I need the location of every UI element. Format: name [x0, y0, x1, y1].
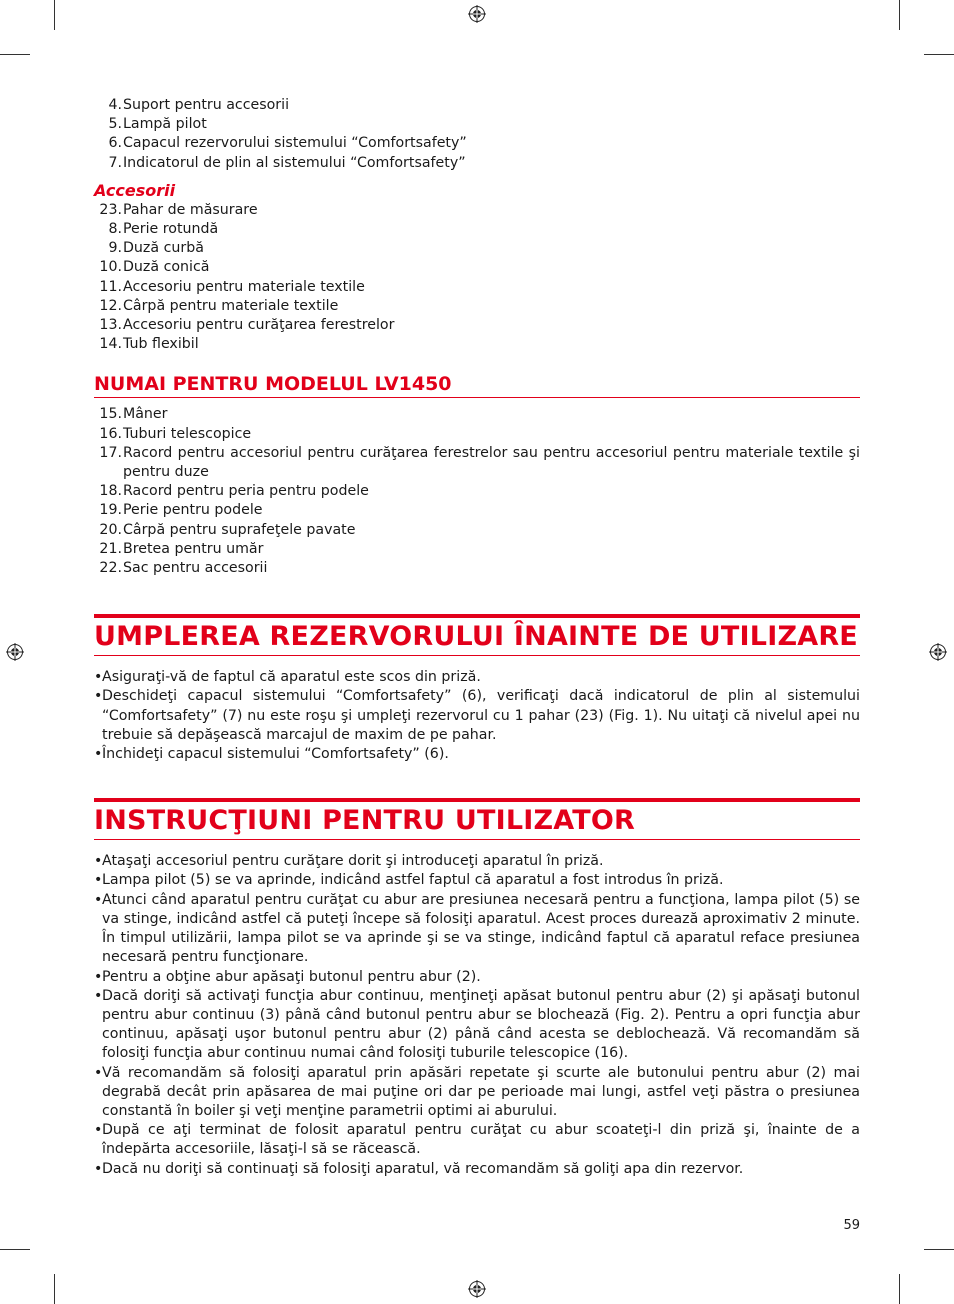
item-number: 17.: [99, 444, 122, 461]
item-text: Atunci când aparatul pentru curăţat cu abur are presiunea necesară pentru a funcţiona, lampa pilot (5) se va stinge, indicând astfel că puteţi începe să folosiţi aparatul. Acest proces durează aproximativ 2 minute. În timpul utilizării, lampa pilot se va aprinde şi se va stinge, indicând faptul că aparatul reface presiunea necesară pentru funcţionare.: [102, 891, 860, 966]
item-text: Pentru a obţine abur apăsaţi butonul pentru abur (2).: [102, 968, 481, 985]
bullet: •: [94, 746, 103, 763]
bullet: •: [94, 872, 103, 889]
item-text: Bretea pentru umăr: [123, 540, 264, 557]
list-item: [94, 521, 860, 540]
list-item: [94, 1160, 860, 1179]
list-item: [94, 559, 860, 578]
list-item: [94, 258, 860, 277]
list-item: [94, 482, 860, 501]
bullet: •: [94, 1122, 103, 1139]
item-text: Tub flexibil: [123, 336, 199, 353]
bullet: •: [94, 987, 103, 1004]
crop-mark: [0, 54, 30, 55]
list-item: [94, 1064, 860, 1122]
list-item: [94, 668, 860, 687]
accesorii-list: [94, 201, 860, 355]
list-item: [94, 687, 860, 745]
item-text: Lampă pilot: [123, 116, 207, 133]
list-item: [94, 297, 860, 316]
instructiuni-list: [94, 852, 860, 1178]
registration-mark-icon: [6, 643, 24, 661]
item-text: Perie pentru podele: [123, 502, 263, 519]
item-number: 19.: [99, 502, 122, 519]
list-item: [94, 220, 860, 239]
umplerea-list: [94, 668, 860, 764]
crop-mark: [899, 0, 900, 30]
crop-mark: [924, 1249, 954, 1250]
item-number: 14.: [99, 336, 122, 353]
bullet: •: [94, 669, 103, 686]
model-list: [94, 405, 860, 578]
item-text: Tuburi telescopice: [123, 425, 252, 442]
item-text: Duză conică: [123, 259, 210, 276]
list-item: [94, 444, 860, 482]
item-number: 13.: [99, 317, 122, 334]
item-number: 20.: [99, 521, 122, 538]
item-text: Racord pentru peria pentru podele: [123, 483, 369, 500]
list-item: [94, 968, 860, 987]
list-item: [94, 154, 860, 173]
crop-mark: [899, 1274, 900, 1304]
item-text: Ataşaţi accesoriul pentru curăţare dorit şi introduceţi aparatul în priză.: [102, 853, 604, 870]
crop-mark: [924, 54, 954, 55]
item-number: 6.: [108, 135, 122, 152]
item-text: Indicatorul de plin al sistemului “Comfortsafety”: [123, 154, 466, 171]
list-item: [94, 745, 860, 764]
crop-mark: [0, 1249, 30, 1250]
list-item: [94, 278, 860, 297]
list-item: [94, 425, 860, 444]
item-text: Vă recomandăm să folosiţi aparatul prin apăsări repetate şi scurte ale butonului pentru abur (2) mai degrabă decât prin apăsarea de mai puţine ori dar pe perioade mai lungi, astfel veţi păstra o presiunea constantă în boiler şi veţi menţine parametrii optimi ai aburului.: [102, 1064, 860, 1119]
list-item: [94, 115, 860, 134]
item-number: 10.: [99, 259, 122, 276]
item-number: 9.: [108, 240, 122, 257]
crop-mark: [54, 0, 55, 30]
parts-list: [94, 96, 860, 173]
item-text: Închideţi capacul sistemului “Comfortsafety” (6).: [102, 746, 449, 763]
item-number: 5.: [108, 116, 122, 133]
list-item: [94, 239, 860, 258]
registration-mark-icon: [468, 5, 486, 23]
item-text: Cârpă pentru materiale textile: [123, 297, 339, 314]
item-text: Perie rotundă: [123, 221, 219, 238]
item-text: După ce aţi terminat de folosit aparatul pentru curăţat cu abur scoateţi-l din priză şi, înainte de a îndepărta accesoriile, lăsaţi-l să se răcească.: [102, 1122, 860, 1158]
item-text: Racord pentru accesoriul pentru curăţarea ferestrelor sau pentru accesoriul pentru materiale textile şi pentru duze: [123, 444, 860, 481]
bullet: •: [94, 968, 103, 985]
item-text: Duză curbă: [123, 240, 204, 257]
item-text: Cârpă pentru suprafeţele pavate: [123, 521, 356, 538]
bullet: •: [94, 891, 103, 908]
item-text: Capacul rezervorului sistemului “Comfortsafety”: [123, 135, 467, 152]
instructiuni-heading-box: [94, 798, 860, 840]
umplerea-heading-box: [94, 614, 860, 656]
crop-mark: [54, 1274, 55, 1304]
item-text: Lampa pilot (5) se va aprinde, indicând astfel faptul că aparatul a fost introdus în priză.: [102, 872, 724, 889]
item-text: Sac pentru accesorii: [123, 560, 268, 577]
list-item: [94, 201, 860, 220]
instructiuni-heading: INSTRUCŢIUNI PENTRU UTILIZATOR: [94, 805, 636, 837]
model-heading: NUMAI PENTRU MODELUL LV1450: [94, 372, 860, 398]
list-item: [94, 540, 860, 559]
item-text: Mâner: [123, 406, 168, 423]
list-item: [94, 316, 860, 335]
item-text: Dacă nu doriţi să continuaţi să folosiţi aparatul, vă recomandăm să goliţi apa din rezervor.: [102, 1160, 744, 1177]
item-number: 21.: [99, 540, 122, 557]
item-text: Suport pentru accesorii: [123, 97, 290, 113]
list-item: [94, 871, 860, 890]
list-item: [94, 501, 860, 520]
item-text: Accesoriu pentru materiale textile: [123, 278, 365, 295]
umplerea-heading: UMPLEREA REZERVORULUI ÎNAINTE DE UTILIZARE: [94, 621, 858, 653]
registration-mark-icon: [929, 643, 947, 661]
list-item: [94, 405, 860, 424]
item-text: Pahar de măsurare: [123, 201, 258, 218]
item-number: 15.: [99, 406, 122, 423]
list-item: [94, 852, 860, 871]
item-text: Asiguraţi-vă de faptul că aparatul este scos din priză.: [102, 669, 481, 686]
item-number: 8.: [108, 221, 122, 238]
list-item: [94, 96, 860, 115]
item-text: Dacă doriţi să activaţi funcţia abur continuu, menţineţi apăsat butonul pentru abur (2) şi apăsaţi butonul pentru abur continuu (3) până când butonul pentru abur se blochează (Fig. 2). Pentru a opri funcţia abur continuu, apăsaţi uşor butonul pentru abur (2) până când acesta se deblochează. Vă recomandăm să folosiţi funcţia abur continuu numai când folosiţi tuburile telescopice (16).: [102, 987, 860, 1062]
item-number: 11.: [99, 278, 122, 295]
registration-mark-icon: [468, 1280, 486, 1298]
bullet: •: [94, 1064, 103, 1081]
accesorii-heading: Accesorii: [94, 180, 176, 200]
item-number: 4.: [108, 97, 122, 113]
item-number: 12.: [99, 297, 122, 314]
item-number: 16.: [99, 425, 122, 442]
page-content: [94, 96, 860, 1179]
item-number: 22.: [99, 560, 122, 577]
list-item: [94, 134, 860, 153]
page-number: 59: [843, 1218, 860, 1233]
list-item: [94, 891, 860, 968]
item-text: Accesoriu pentru curăţarea ferestrelor: [123, 317, 395, 334]
list-item: [94, 987, 860, 1064]
list-item: [94, 335, 860, 354]
item-number: 7.: [108, 154, 122, 171]
item-text: Deschideţi capacul sistemului “Comfortsafety” (6), verificaţi dacă indicatorul de plin al sistemului “Comfortsafety” (7) nu este roşu şi umpleţi rezervorul cu 1 pahar (23) (Fig. 1). Nu uitaţi că nivelul apei nu trebuie să depăşească marcajul de maxim de pe pahar.: [102, 688, 860, 743]
bullet: •: [94, 853, 103, 870]
item-number: 23.: [99, 201, 122, 218]
bullet: •: [94, 1160, 103, 1177]
bullet: •: [94, 688, 103, 705]
list-item: [94, 1121, 860, 1159]
item-number: 18.: [99, 483, 122, 500]
